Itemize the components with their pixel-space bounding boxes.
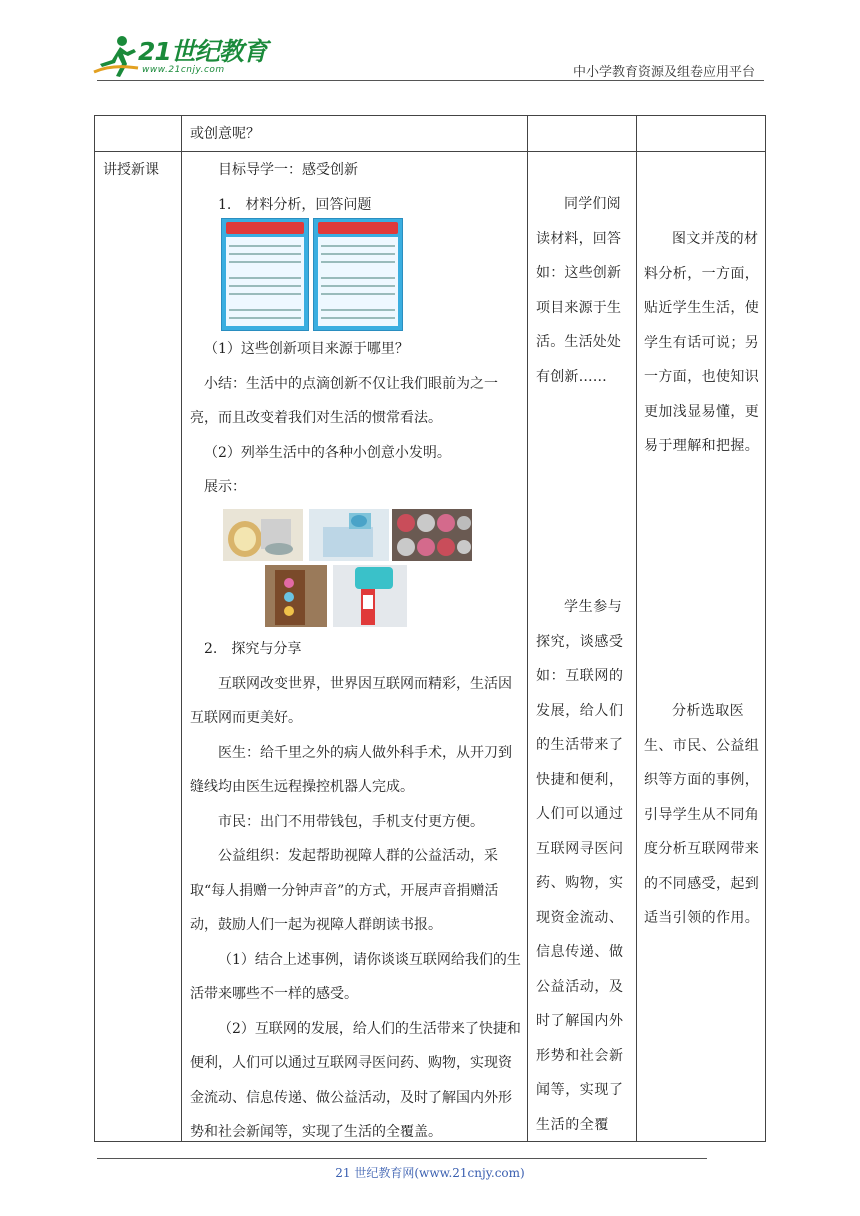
onion-cutter-photo: [223, 509, 303, 561]
section-label: 讲授新课: [103, 162, 159, 178]
header-divider: [97, 80, 764, 81]
item-2: 2. 探究与分享: [204, 641, 302, 657]
paragraph-5: （1）结合上述事例，请你谈谈互联网给我们的生活带来哪些不一样的感受。: [190, 951, 521, 1002]
teaching-content-3: [190, 632, 525, 1150]
site-logo: [92, 30, 267, 82]
logo-url: www.21cnjy.com: [142, 65, 225, 75]
header-slogan: 中小学教育资源及组卷应用平台: [572, 65, 755, 80]
question-1: （1）这些创新项目来源于哪里？: [204, 341, 409, 357]
material-poster-image: [313, 218, 403, 331]
paragraph-2: 医生：给千里之外的病人做外科手术，从开刀到缝线均由医生远程操控机器人完成。: [190, 744, 512, 795]
shelf-organizer-photo: [265, 565, 327, 627]
row0-content: 或创意呢？: [190, 126, 260, 142]
summary: 小结：生活中的点滴创新不仅让我们眼前为之一亮，而且改变着我们对生活的惯常看法。: [190, 375, 498, 426]
footer-divider: [97, 1158, 707, 1159]
logo-text: 21世纪教育: [138, 37, 267, 66]
student-activity-1: 同学们阅读材料，回答如：这些创新项目来源于生活。生活处处有创新……: [536, 196, 622, 385]
spray-cleaner-photo: [309, 509, 389, 561]
runner-logo-icon: [92, 34, 140, 78]
footer-text: 21 世纪教育网(www.21cnjy.com): [335, 1166, 525, 1180]
show-label: 展示：: [204, 479, 246, 495]
page-header: [0, 0, 860, 95]
spice-jars-photo: [392, 509, 472, 561]
design-intent-1: 图文并茂的材料分析，一方面，贴近学生生活，使学生有话可说；另一方面，也使知识更加浅显易懂，更易于理解和把握。: [644, 231, 760, 454]
lesson-table: [94, 115, 766, 1142]
question-2: （2）列举生活中的各种小创意小发明。: [204, 444, 451, 461]
paragraph-1: 互联网改变世界，世界因互联网而精彩，生活因互联网而更美好。: [190, 675, 512, 726]
design-intent-2: 分析选取医生、市民、公益组织等方面的事例，引导学生从不同角度分析互联网带来的不同感受，起到适当引领的作用。: [644, 703, 760, 926]
student-activity-2: 学生参与探究，谈感受如：互联网的发展，给人们的生活带来了快捷和便利，人们可以通过互联网寻医问药、购物，实现资金流动、信息传递、做公益活动，及时了解国内外形势和社会新闻等，实现了生活的全覆: [536, 599, 624, 1133]
toothpaste-squeezer-photo: [333, 565, 407, 627]
teaching-content-2: [190, 332, 525, 505]
paragraph-3: 市民：出门不用带钱包，手机支付更方便。: [218, 813, 484, 830]
paragraph-6: （2）互联网的发展，给人们的生活带来了快捷和便利，人们可以通过互联网寻医问药、购物，实现资金流动、信息传递、做公益活动，及时了解国内外形势和社会新闻等，实现了生活的全覆盖。: [190, 1020, 521, 1140]
material-poster-image: [221, 218, 309, 331]
paragraph-4: 公益组织：发起帮助视障人群的公益活动，采取“每人捐赠一分钟声音”的方式，开展声音捐赠活动，鼓励人们一起为视障人群朗读书报。: [190, 848, 499, 933]
teaching-content: [190, 153, 525, 222]
column-divider: [527, 116, 528, 1141]
column-divider: [636, 116, 637, 1141]
column-divider: [181, 116, 182, 1141]
item-1: 1. 材料分析，回答问题: [218, 196, 372, 213]
goal-heading: 目标导学一：感受创新: [218, 162, 358, 178]
